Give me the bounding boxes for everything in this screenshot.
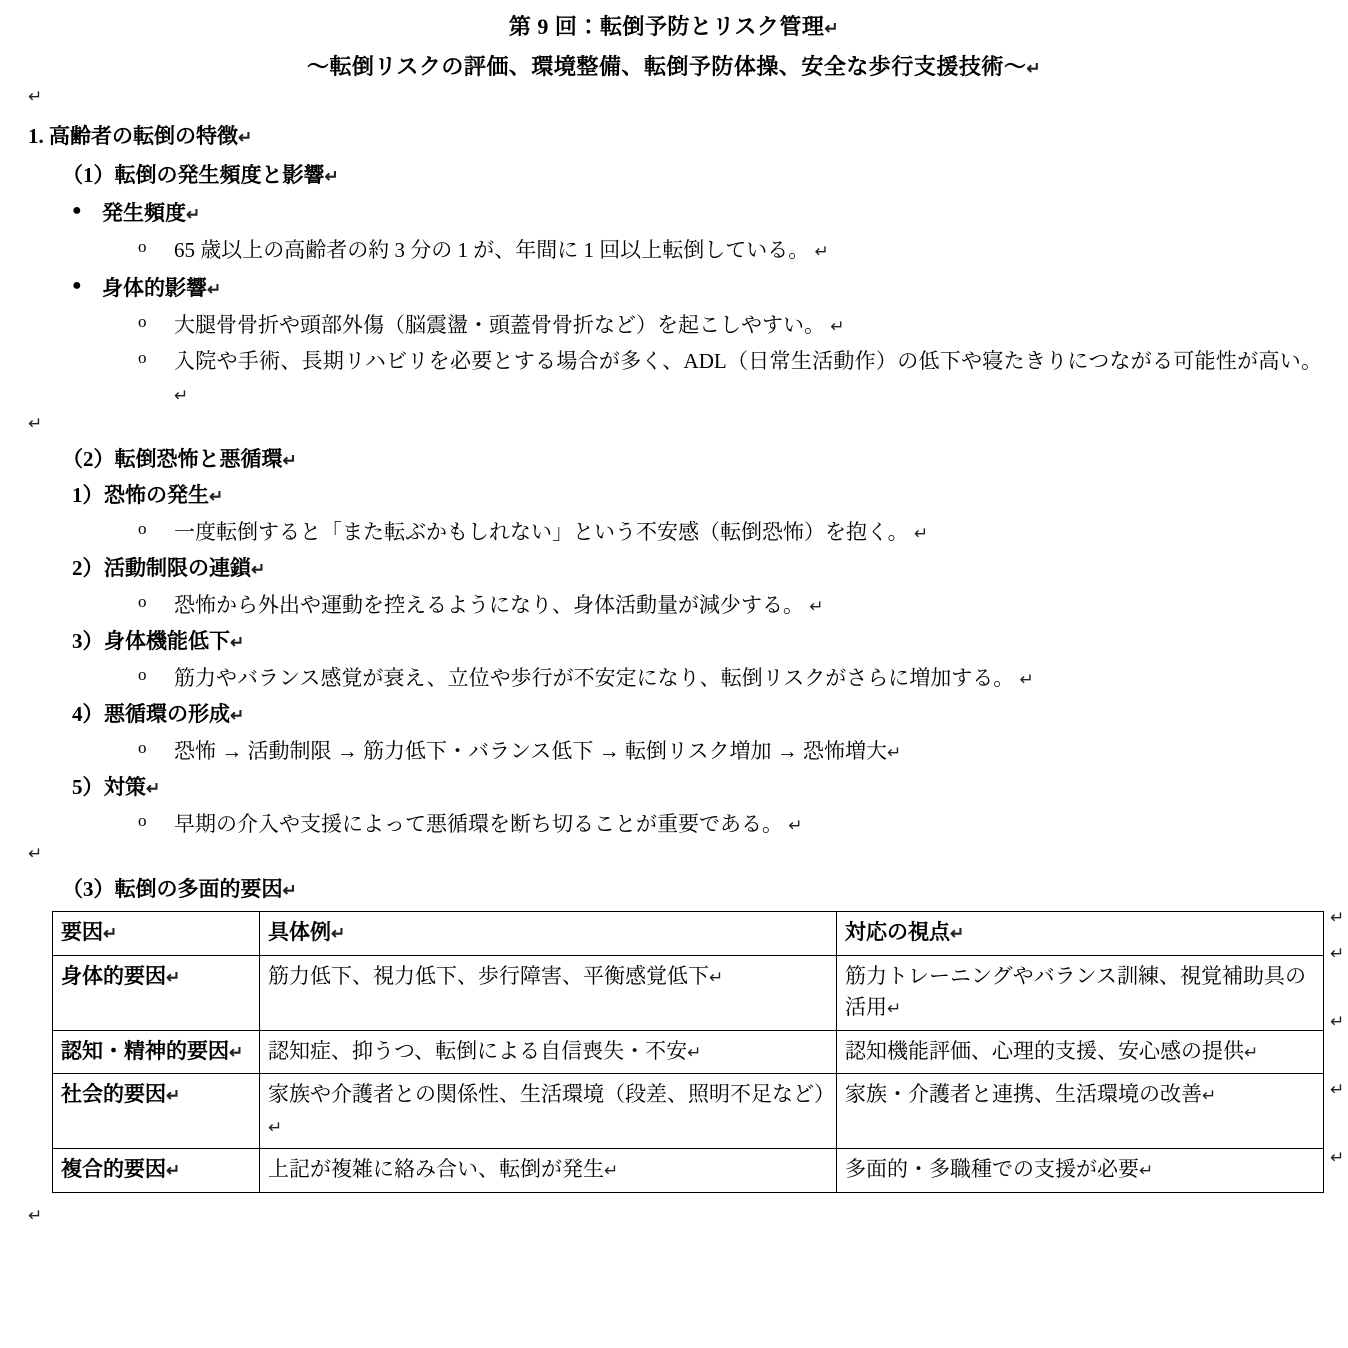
pilcrow-mark: ↵ xyxy=(1244,1042,1259,1062)
list-item-label: 悪循環の形成 xyxy=(104,702,230,727)
document-subtitle xyxy=(26,44,1322,84)
table-cell xyxy=(260,955,837,1030)
list-item xyxy=(26,589,1322,622)
pilcrow-mark: ↵ xyxy=(830,316,845,336)
pilcrow-mark: ↵ xyxy=(1330,1080,1345,1100)
circle-bullet-icon: o xyxy=(138,236,147,256)
pilcrow-mark: ↵ xyxy=(28,843,43,863)
table-header-text: 具体例 xyxy=(268,920,331,945)
subsection-heading-1-2 xyxy=(26,443,1322,476)
pilcrow-mark: ↵ xyxy=(207,280,222,300)
pilcrow-mark: ↵ xyxy=(251,560,266,580)
circle-bullet-icon: o xyxy=(138,737,147,757)
list-item-label: 恐怖の発生 xyxy=(104,483,209,508)
list-item-text xyxy=(174,662,1322,695)
list-item xyxy=(26,309,1322,342)
list-number: 3） xyxy=(72,629,104,654)
circle-bullet-icon: o xyxy=(138,518,147,538)
subsection-heading-1-3 xyxy=(26,873,1322,906)
pilcrow-mark: ↵ xyxy=(1202,1086,1217,1106)
document-title-text: 第 9 回：転倒予防とリスク管理 xyxy=(508,14,825,39)
list-item-detail: 早期の介入や支援によって悪循環を断ち切ることが重要である。 xyxy=(174,812,783,837)
list-item xyxy=(26,479,1322,512)
table-cell-text: 認知症、抑うつ、転倒による自信喪失・不安 xyxy=(268,1038,688,1063)
pilcrow-mark: ↵ xyxy=(886,742,902,762)
pilcrow-mark: ↵ xyxy=(604,1161,619,1181)
pilcrow-mark: ↵ xyxy=(166,967,181,987)
circle-bullet-icon: o xyxy=(138,591,147,611)
list-item-text xyxy=(174,516,1322,549)
bullet-icon: ● xyxy=(72,202,82,220)
pilcrow-mark: ↵ xyxy=(913,523,929,543)
circle-bullet-icon: o xyxy=(138,664,147,684)
list-item-detail: 恐怖 → 活動制限 → 筋力低下・バランス低下 → 転倒リスク増加 → 恐怖増大 xyxy=(174,738,887,763)
subsection-heading-1-2-text: （2）転倒恐怖と悪循環 xyxy=(62,446,283,471)
list-item xyxy=(26,735,1322,768)
table-cell xyxy=(53,955,260,1030)
pilcrow-mark: ↵ xyxy=(788,816,803,836)
pilcrow-mark: ↵ xyxy=(146,779,161,799)
pilcrow-mark: ↵ xyxy=(1330,1148,1345,1168)
blank-line xyxy=(26,1203,1322,1229)
table-row xyxy=(53,955,1324,1030)
subsection-heading-1-1-text: （1）転倒の発生頻度と影響 xyxy=(62,162,325,187)
pilcrow-mark: ↵ xyxy=(1139,1161,1154,1181)
pilcrow-mark: ↵ xyxy=(28,413,43,433)
circle-bullet-icon: o xyxy=(138,811,147,831)
table-row xyxy=(53,1149,1324,1193)
table-cell xyxy=(837,1030,1324,1074)
list-number: 5） xyxy=(72,775,104,800)
list-item-label: 身体機能低下 xyxy=(104,629,230,654)
pilcrow-mark: ↵ xyxy=(186,205,201,225)
table-cell xyxy=(260,1149,837,1193)
blank-line xyxy=(26,84,1322,110)
list-item xyxy=(26,625,1322,658)
list-item-label: 発生頻度 xyxy=(102,201,186,226)
pilcrow-mark: ↵ xyxy=(230,633,245,653)
list-item xyxy=(26,771,1322,804)
table-header-text: 要因 xyxy=(61,920,103,945)
pilcrow-mark: ↵ xyxy=(950,924,965,944)
table-header-cell xyxy=(837,912,1324,956)
pilcrow-mark: ↵ xyxy=(1330,908,1345,928)
pilcrow-mark: ↵ xyxy=(687,1042,702,1062)
table-cell-text: 筋力低下、視力低下、歩行障害、平衡感覚低下 xyxy=(268,963,709,988)
list-item-label: 活動制限の連鎖 xyxy=(104,556,251,581)
pilcrow-mark: ↵ xyxy=(28,1205,43,1225)
table-cell-text: 家族や介護者との関係性、生活環境（段差、照明不足など） xyxy=(268,1082,835,1107)
pilcrow-mark: ↵ xyxy=(166,1086,181,1106)
list-item-detail: 入院や手術、長期リハビリを必要とする場合が多く、ADL（日常生活動作）の低下や寝たきりにつながる可能性が高い。 xyxy=(174,349,1322,374)
table-cell-text: 筋力トレーニングやバランス訓練、視覚補助具の活用 xyxy=(845,963,1306,1020)
list-item-text xyxy=(174,808,1322,841)
blank-line xyxy=(26,841,1322,867)
pilcrow-mark: ↵ xyxy=(282,880,297,900)
table-cell-text: 身体的要因 xyxy=(61,963,166,988)
pilcrow-mark: ↵ xyxy=(814,241,829,261)
pilcrow-mark: ↵ xyxy=(238,128,253,148)
pilcrow-mark: ↵ xyxy=(887,999,902,1019)
subsection-heading-1-1 xyxy=(26,159,1322,192)
document-subtitle-text: 〜転倒リスクの評価、環境整備、転倒予防体操、安全な歩行支援技術〜 xyxy=(306,54,1027,80)
pilcrow-mark: ↵ xyxy=(709,967,724,987)
table-cell xyxy=(53,1149,260,1193)
pilcrow-mark: ↵ xyxy=(331,924,346,944)
table-cell xyxy=(837,955,1324,1030)
pilcrow-mark: ↵ xyxy=(268,1117,283,1137)
pilcrow-mark: ↵ xyxy=(28,87,43,107)
pilcrow-mark: ↵ xyxy=(1026,59,1042,79)
document-title xyxy=(26,8,1322,44)
list-item-label: 身体的影響 xyxy=(102,276,207,301)
pilcrow-mark: ↵ xyxy=(1330,1012,1345,1032)
list-number: 4） xyxy=(72,702,104,727)
table-cell xyxy=(260,1030,837,1074)
list-item-detail: 65 歳以上の高齢者の約 3 分の 1 が、年間に 1 回以上転倒している。 xyxy=(174,237,810,262)
list-item-text xyxy=(174,345,1322,410)
pilcrow-mark: ↵ xyxy=(103,924,118,944)
list-item-detail: 一度転倒すると「また転ぶかもしれない」という不安感（転倒恐怖）を抱く。 xyxy=(174,519,909,544)
bullet-icon: ● xyxy=(72,277,82,295)
list-number: 2） xyxy=(72,556,104,581)
table-header-cell xyxy=(53,912,260,956)
table-cell xyxy=(53,1074,260,1149)
pilcrow-mark: ↵ xyxy=(1019,669,1034,689)
table-header-row xyxy=(53,912,1324,956)
pilcrow-mark: ↵ xyxy=(209,487,224,507)
list-item-label: 対策 xyxy=(104,775,146,800)
pilcrow-mark: ↵ xyxy=(1330,944,1345,964)
list-item xyxy=(26,516,1322,549)
pilcrow-mark: ↵ xyxy=(230,706,245,726)
list-item-text xyxy=(174,735,1322,768)
list-item xyxy=(26,808,1322,841)
table-cell xyxy=(837,1074,1324,1149)
table-cell xyxy=(53,1030,260,1074)
pilcrow-mark: ↵ xyxy=(324,166,339,186)
factors-table xyxy=(52,911,1324,1193)
table-cell-text: 複合的要因 xyxy=(61,1157,166,1182)
table-row xyxy=(53,1074,1324,1149)
list-item xyxy=(26,234,1322,267)
circle-bullet-icon: o xyxy=(138,348,147,368)
table-cell-text: 認知機能評価、心理的支援、安心感の提供 xyxy=(845,1038,1244,1063)
section-heading-1 xyxy=(26,120,1322,153)
subsection-heading-1-3-text: （3）転倒の多面的要因 xyxy=(62,876,283,901)
table-cell xyxy=(260,1074,837,1149)
circle-bullet-icon: o xyxy=(138,311,147,331)
pilcrow-mark: ↵ xyxy=(166,1161,181,1181)
table-row xyxy=(53,1030,1324,1074)
list-item xyxy=(26,197,1322,230)
table-cell xyxy=(837,1149,1324,1193)
list-item xyxy=(26,662,1322,695)
list-item-text xyxy=(174,589,1322,622)
table-header-text: 対応の視点 xyxy=(845,920,950,945)
pilcrow-mark: ↵ xyxy=(174,386,189,406)
pilcrow-mark: ↵ xyxy=(809,596,824,616)
list-item xyxy=(26,345,1322,410)
table-cell-text: 上記が複雑に絡み合い、転倒が発生 xyxy=(268,1157,604,1182)
pilcrow-mark: ↵ xyxy=(824,19,840,38)
table-row-marks xyxy=(1324,905,1344,1181)
list-item-detail: 筋力やバランス感覚が衰え、立位や歩行が不安定になり、転倒リスクがさらに増加する。 xyxy=(174,665,1015,690)
factors-table-wrapper xyxy=(26,905,1345,1193)
pilcrow-mark: ↵ xyxy=(282,450,297,470)
section-heading-1-text: 1. 高齢者の転倒の特徴 xyxy=(28,124,238,149)
table-header-cell xyxy=(260,912,837,956)
list-item xyxy=(26,552,1322,585)
list-item-text xyxy=(174,309,1322,342)
list-item xyxy=(26,272,1322,305)
pilcrow-mark: ↵ xyxy=(229,1042,244,1062)
list-item xyxy=(26,698,1322,731)
blank-line xyxy=(26,411,1322,437)
table-cell-text: 家族・介護者と連携、生活環境の改善 xyxy=(845,1082,1202,1107)
list-item-detail: 大腿骨骨折や頭部外傷（脳震盪・頭蓋骨骨折など）を起こしやすい。 xyxy=(174,312,825,337)
table-cell-text: 認知・精神的要因 xyxy=(61,1038,229,1063)
table-cell-text: 多面的・多職種での支援が必要 xyxy=(845,1157,1139,1182)
list-item-detail: 恐怖から外出や運動を控えるようになり、身体活動量が減少する。 xyxy=(174,592,804,617)
list-item-text xyxy=(174,234,1322,267)
table-cell-text: 社会的要因 xyxy=(61,1082,166,1107)
list-number: 1） xyxy=(72,483,104,508)
